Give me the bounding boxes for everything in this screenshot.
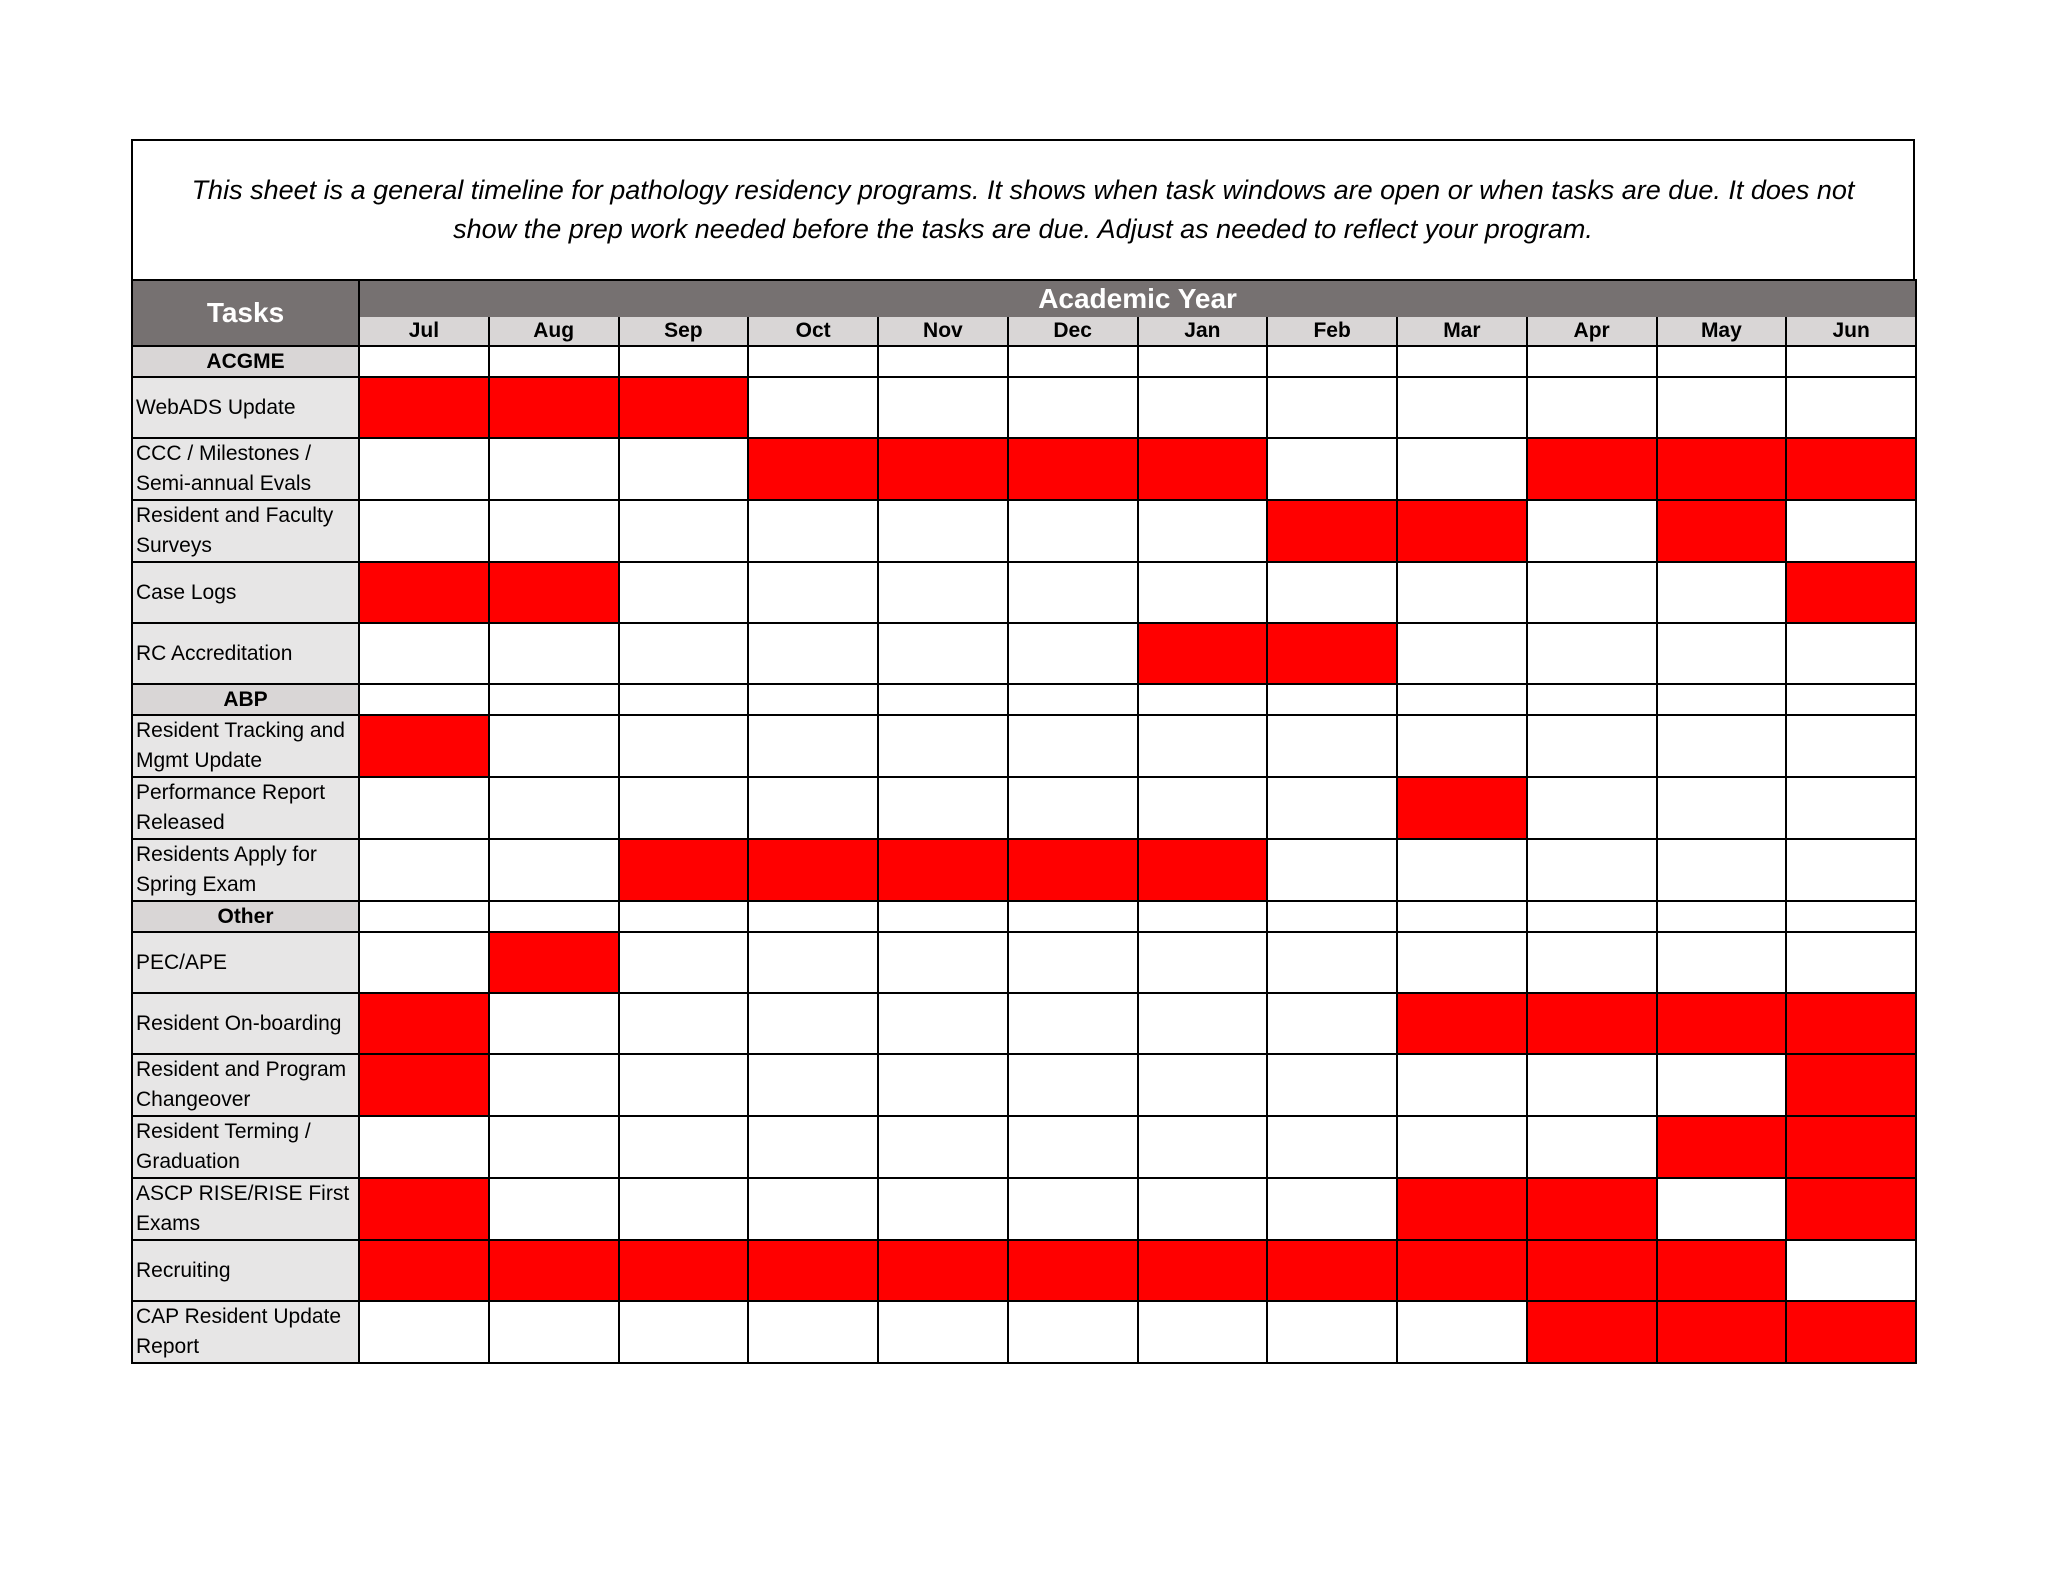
month-header-sep: Sep <box>619 317 749 346</box>
empty-cell-mar <box>1397 1054 1527 1116</box>
task-row <box>132 715 1916 777</box>
section-spacer-cell <box>359 684 489 715</box>
section-spacer-cell <box>1267 346 1397 377</box>
active-cell-dec <box>1008 839 1138 901</box>
empty-cell-jan <box>1138 777 1268 839</box>
active-cell-mar <box>1397 1240 1527 1301</box>
empty-cell-aug <box>489 715 619 777</box>
empty-cell-mar <box>1397 932 1527 993</box>
active-cell-jan <box>1138 623 1268 684</box>
task-row <box>132 932 1916 993</box>
empty-cell-may <box>1657 932 1787 993</box>
empty-cell-aug <box>489 1178 619 1240</box>
section-spacer-cell <box>748 346 878 377</box>
empty-cell-jun <box>1786 777 1916 839</box>
empty-cell-jan <box>1138 500 1268 562</box>
empty-cell-aug <box>489 1116 619 1178</box>
active-cell-jun <box>1786 562 1916 623</box>
active-cell-apr <box>1527 1240 1657 1301</box>
empty-cell-nov <box>878 623 1008 684</box>
active-cell-jul <box>359 377 489 438</box>
empty-cell-nov <box>878 377 1008 438</box>
task-row <box>132 1301 1916 1363</box>
empty-cell-apr <box>1527 377 1657 438</box>
academic-year-header: Academic Year <box>359 280 1916 317</box>
section-spacer-cell <box>1786 901 1916 932</box>
active-cell-apr <box>1527 438 1657 500</box>
empty-cell-jul <box>359 1116 489 1178</box>
empty-cell-aug <box>489 1301 619 1363</box>
empty-cell-feb <box>1267 777 1397 839</box>
empty-cell-dec <box>1008 500 1138 562</box>
active-cell-aug <box>489 932 619 993</box>
active-cell-jun <box>1786 1054 1916 1116</box>
active-cell-jan <box>1138 438 1268 500</box>
empty-cell-jun <box>1786 932 1916 993</box>
empty-cell-sep <box>619 1301 749 1363</box>
task-label: Recruiting <box>132 1240 359 1301</box>
empty-cell-apr <box>1527 932 1657 993</box>
empty-cell-aug <box>489 500 619 562</box>
section-spacer-cell <box>1138 684 1268 715</box>
task-label: Resident On-boarding <box>132 993 359 1054</box>
timeline-table <box>131 279 1917 1364</box>
section-spacer-cell <box>1008 901 1138 932</box>
empty-cell-apr <box>1527 623 1657 684</box>
empty-cell-feb <box>1267 715 1397 777</box>
empty-cell-sep <box>619 623 749 684</box>
empty-cell-oct <box>748 623 878 684</box>
task-row <box>132 500 1916 562</box>
empty-cell-may <box>1657 562 1787 623</box>
active-cell-jun <box>1786 993 1916 1054</box>
empty-cell-oct <box>748 932 878 993</box>
empty-cell-mar <box>1397 562 1527 623</box>
empty-cell-feb <box>1267 993 1397 1054</box>
active-cell-may <box>1657 1116 1787 1178</box>
empty-cell-sep <box>619 1178 749 1240</box>
empty-cell-jan <box>1138 932 1268 993</box>
empty-cell-aug <box>489 1054 619 1116</box>
active-cell-may <box>1657 1240 1787 1301</box>
empty-cell-sep <box>619 562 749 623</box>
empty-cell-oct <box>748 993 878 1054</box>
empty-cell-may <box>1657 1054 1787 1116</box>
empty-cell-nov <box>878 777 1008 839</box>
section-label-acgme: ACGME <box>132 346 359 377</box>
section-spacer-cell <box>1267 901 1397 932</box>
empty-cell-sep <box>619 715 749 777</box>
active-cell-mar <box>1397 777 1527 839</box>
active-cell-jan <box>1138 839 1268 901</box>
task-label: ASCP RISE/RISE First Exams <box>132 1178 359 1240</box>
task-label: CAP Resident Update Report <box>132 1301 359 1363</box>
section-spacer-cell <box>1267 684 1397 715</box>
month-header-jul: Jul <box>359 317 489 346</box>
section-spacer-cell <box>1397 901 1527 932</box>
empty-cell-sep <box>619 438 749 500</box>
active-cell-jul <box>359 715 489 777</box>
active-cell-oct <box>748 1240 878 1301</box>
month-header-aug: Aug <box>489 317 619 346</box>
task-label: Resident and Program Changeover <box>132 1054 359 1116</box>
task-row <box>132 377 1916 438</box>
task-label: CCC / Milestones / Semi-annual Evals <box>132 438 359 500</box>
active-cell-feb <box>1267 500 1397 562</box>
month-header-mar: Mar <box>1397 317 1527 346</box>
empty-cell-may <box>1657 623 1787 684</box>
empty-cell-jun <box>1786 715 1916 777</box>
empty-cell-mar <box>1397 1301 1527 1363</box>
active-cell-sep <box>619 1240 749 1301</box>
month-header-apr: Apr <box>1527 317 1657 346</box>
empty-cell-sep <box>619 777 749 839</box>
section-spacer-cell <box>489 684 619 715</box>
section-spacer-cell <box>748 901 878 932</box>
timeline-sheet <box>131 139 1915 1364</box>
empty-cell-oct <box>748 1301 878 1363</box>
empty-cell-sep <box>619 932 749 993</box>
month-header-oct: Oct <box>748 317 878 346</box>
empty-cell-feb <box>1267 1178 1397 1240</box>
active-cell-nov <box>878 839 1008 901</box>
empty-cell-sep <box>619 1116 749 1178</box>
header-row <box>132 280 1916 317</box>
section-spacer-cell <box>1008 684 1138 715</box>
active-cell-jul <box>359 1240 489 1301</box>
empty-cell-apr <box>1527 562 1657 623</box>
empty-cell-nov <box>878 562 1008 623</box>
month-header-may: May <box>1657 317 1787 346</box>
empty-cell-feb <box>1267 562 1397 623</box>
active-cell-apr <box>1527 1301 1657 1363</box>
empty-cell-jul <box>359 932 489 993</box>
active-cell-aug <box>489 562 619 623</box>
active-cell-aug <box>489 1240 619 1301</box>
empty-cell-jan <box>1138 1178 1268 1240</box>
active-cell-jun <box>1786 1178 1916 1240</box>
empty-cell-mar <box>1397 438 1527 500</box>
empty-cell-dec <box>1008 623 1138 684</box>
empty-cell-jan <box>1138 1054 1268 1116</box>
empty-cell-aug <box>489 993 619 1054</box>
empty-cell-may <box>1657 1178 1787 1240</box>
section-spacer-cell <box>1527 684 1657 715</box>
empty-cell-mar <box>1397 839 1527 901</box>
empty-cell-mar <box>1397 623 1527 684</box>
empty-cell-may <box>1657 839 1787 901</box>
empty-cell-jul <box>359 839 489 901</box>
empty-cell-jan <box>1138 715 1268 777</box>
empty-cell-oct <box>748 1054 878 1116</box>
section-spacer-cell <box>619 684 749 715</box>
month-header-row <box>132 317 1916 346</box>
section-spacer-cell <box>1138 346 1268 377</box>
month-header-nov: Nov <box>878 317 1008 346</box>
active-cell-nov <box>878 1240 1008 1301</box>
task-row <box>132 1054 1916 1116</box>
active-cell-may <box>1657 1301 1787 1363</box>
empty-cell-may <box>1657 777 1787 839</box>
empty-cell-mar <box>1397 715 1527 777</box>
active-cell-jun <box>1786 438 1916 500</box>
empty-cell-may <box>1657 377 1787 438</box>
empty-cell-oct <box>748 715 878 777</box>
empty-cell-dec <box>1008 993 1138 1054</box>
task-label: Resident and Faculty Surveys <box>132 500 359 562</box>
task-label: PEC/APE <box>132 932 359 993</box>
empty-cell-jan <box>1138 1116 1268 1178</box>
month-header-jun: Jun <box>1786 317 1916 346</box>
empty-cell-may <box>1657 715 1787 777</box>
active-cell-jun <box>1786 1301 1916 1363</box>
section-spacer-cell <box>489 346 619 377</box>
section-spacer-cell <box>1657 901 1787 932</box>
task-label: Residents Apply for Spring Exam <box>132 839 359 901</box>
task-row <box>132 839 1916 901</box>
empty-cell-nov <box>878 1054 1008 1116</box>
task-row <box>132 777 1916 839</box>
section-spacer-cell <box>878 684 1008 715</box>
section-row <box>132 684 1916 715</box>
empty-cell-dec <box>1008 562 1138 623</box>
active-cell-oct <box>748 839 878 901</box>
empty-cell-sep <box>619 500 749 562</box>
empty-cell-dec <box>1008 777 1138 839</box>
active-cell-jan <box>1138 1240 1268 1301</box>
empty-cell-oct <box>748 1178 878 1240</box>
section-spacer-cell <box>878 346 1008 377</box>
active-cell-jul <box>359 1178 489 1240</box>
empty-cell-oct <box>748 562 878 623</box>
month-header-feb: Feb <box>1267 317 1397 346</box>
empty-cell-dec <box>1008 715 1138 777</box>
empty-cell-apr <box>1527 1054 1657 1116</box>
task-row <box>132 623 1916 684</box>
empty-cell-oct <box>748 777 878 839</box>
active-cell-jul <box>359 1054 489 1116</box>
active-cell-sep <box>619 377 749 438</box>
task-label: Performance Report Released <box>132 777 359 839</box>
month-header-dec: Dec <box>1008 317 1138 346</box>
section-spacer-cell <box>748 684 878 715</box>
section-spacer-cell <box>359 901 489 932</box>
task-label: RC Accreditation <box>132 623 359 684</box>
empty-cell-dec <box>1008 1178 1138 1240</box>
empty-cell-sep <box>619 1054 749 1116</box>
active-cell-oct <box>748 438 878 500</box>
section-label-abp: ABP <box>132 684 359 715</box>
empty-cell-nov <box>878 932 1008 993</box>
empty-cell-jun <box>1786 623 1916 684</box>
section-spacer-cell <box>1008 346 1138 377</box>
section-spacer-cell <box>1397 684 1527 715</box>
section-spacer-cell <box>1527 901 1657 932</box>
section-spacer-cell <box>619 346 749 377</box>
active-cell-jul <box>359 562 489 623</box>
active-cell-mar <box>1397 993 1527 1054</box>
empty-cell-aug <box>489 777 619 839</box>
section-spacer-cell <box>1138 901 1268 932</box>
empty-cell-jun <box>1786 1240 1916 1301</box>
empty-cell-nov <box>878 993 1008 1054</box>
empty-cell-nov <box>878 1178 1008 1240</box>
empty-cell-feb <box>1267 1116 1397 1178</box>
empty-cell-feb <box>1267 1301 1397 1363</box>
empty-cell-mar <box>1397 377 1527 438</box>
empty-cell-mar <box>1397 1116 1527 1178</box>
empty-cell-jan <box>1138 377 1268 438</box>
empty-cell-jul <box>359 623 489 684</box>
empty-cell-sep <box>619 993 749 1054</box>
active-cell-mar <box>1397 500 1527 562</box>
empty-cell-dec <box>1008 932 1138 993</box>
active-cell-dec <box>1008 1240 1138 1301</box>
active-cell-jul <box>359 993 489 1054</box>
task-row <box>132 1240 1916 1301</box>
section-spacer-cell <box>1527 346 1657 377</box>
empty-cell-feb <box>1267 932 1397 993</box>
active-cell-aug <box>489 377 619 438</box>
empty-cell-aug <box>489 623 619 684</box>
empty-cell-aug <box>489 839 619 901</box>
empty-cell-oct <box>748 1116 878 1178</box>
empty-cell-apr <box>1527 777 1657 839</box>
task-label: Case Logs <box>132 562 359 623</box>
empty-cell-jun <box>1786 377 1916 438</box>
empty-cell-dec <box>1008 377 1138 438</box>
empty-cell-jan <box>1138 562 1268 623</box>
empty-cell-apr <box>1527 1116 1657 1178</box>
empty-cell-apr <box>1527 500 1657 562</box>
section-spacer-cell <box>1786 346 1916 377</box>
active-cell-sep <box>619 839 749 901</box>
task-label: Resident Tracking and Mgmt Update <box>132 715 359 777</box>
empty-cell-nov <box>878 500 1008 562</box>
empty-cell-jul <box>359 438 489 500</box>
active-cell-apr <box>1527 1178 1657 1240</box>
task-row <box>132 1178 1916 1240</box>
active-cell-may <box>1657 993 1787 1054</box>
active-cell-apr <box>1527 993 1657 1054</box>
section-spacer-cell <box>878 901 1008 932</box>
empty-cell-jul <box>359 500 489 562</box>
empty-cell-jun <box>1786 839 1916 901</box>
empty-cell-feb <box>1267 1054 1397 1116</box>
empty-cell-apr <box>1527 715 1657 777</box>
empty-cell-feb <box>1267 438 1397 500</box>
section-row <box>132 901 1916 932</box>
task-row <box>132 993 1916 1054</box>
active-cell-feb <box>1267 623 1397 684</box>
section-spacer-cell <box>1786 684 1916 715</box>
empty-cell-jun <box>1786 500 1916 562</box>
empty-cell-dec <box>1008 1301 1138 1363</box>
active-cell-jun <box>1786 1116 1916 1178</box>
empty-cell-apr <box>1527 839 1657 901</box>
task-row <box>132 1116 1916 1178</box>
section-spacer-cell <box>1397 346 1527 377</box>
active-cell-mar <box>1397 1178 1527 1240</box>
intro-text: This sheet is a general timeline for pathology residency programs. It shows when task windows are open or when tasks are due. It does not show the prep work needed before the tasks are due. Adjust as needed to reflect your program. <box>131 139 1915 279</box>
empty-cell-oct <box>748 377 878 438</box>
active-cell-feb <box>1267 1240 1397 1301</box>
empty-cell-oct <box>748 500 878 562</box>
empty-cell-jul <box>359 777 489 839</box>
section-spacer-cell <box>619 901 749 932</box>
month-header-jan: Jan <box>1138 317 1268 346</box>
task-label: Resident Terming / Graduation <box>132 1116 359 1178</box>
task-row <box>132 438 1916 500</box>
empty-cell-dec <box>1008 1116 1138 1178</box>
active-cell-dec <box>1008 438 1138 500</box>
section-label-other: Other <box>132 901 359 932</box>
empty-cell-nov <box>878 1116 1008 1178</box>
empty-cell-aug <box>489 438 619 500</box>
empty-cell-jan <box>1138 1301 1268 1363</box>
section-spacer-cell <box>1657 684 1787 715</box>
section-spacer-cell <box>1657 346 1787 377</box>
tasks-header: Tasks <box>132 280 359 346</box>
section-row <box>132 346 1916 377</box>
task-label: WebADS Update <box>132 377 359 438</box>
empty-cell-feb <box>1267 377 1397 438</box>
empty-cell-jan <box>1138 993 1268 1054</box>
empty-cell-nov <box>878 715 1008 777</box>
section-spacer-cell <box>489 901 619 932</box>
empty-cell-feb <box>1267 839 1397 901</box>
section-spacer-cell <box>359 346 489 377</box>
active-cell-nov <box>878 438 1008 500</box>
active-cell-may <box>1657 438 1787 500</box>
empty-cell-dec <box>1008 1054 1138 1116</box>
task-row <box>132 562 1916 623</box>
empty-cell-jul <box>359 1301 489 1363</box>
empty-cell-nov <box>878 1301 1008 1363</box>
active-cell-may <box>1657 500 1787 562</box>
